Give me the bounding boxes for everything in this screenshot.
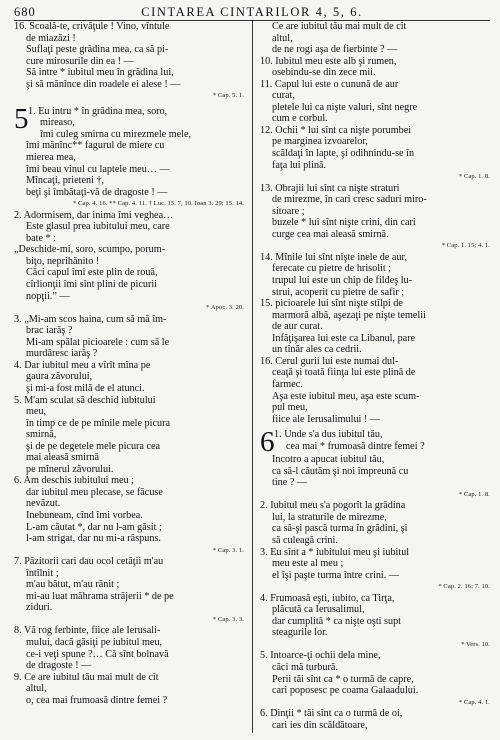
text-line: un tînăr ales ca cedrii.	[272, 344, 362, 356]
text-line: * Cap. 4. 16. ** Cap. 4. 11. † Luc. 15. 7, 10. Ioan 3. 29; 15. 14.	[73, 200, 245, 208]
text-line: cure mirosurile din ea ! —	[26, 55, 134, 67]
text-line: Este glasul prea iubitului meu, care	[26, 221, 170, 233]
text-line: Mîncaţi, prieteni †,	[26, 175, 105, 187]
text-line: fiice ale Ierusalimului ! —	[272, 413, 381, 425]
text-line: curge cea mai aleasă smirnă.	[272, 228, 389, 240]
text-line: altul,	[272, 32, 293, 44]
text-line: dar cumplită * ca nişte oşti supt	[272, 615, 402, 627]
text-line: 16. Cerul gurii lui este numai dul-	[260, 355, 399, 367]
text-line: 14. Mînile lui sînt nişte inele de aur,	[260, 251, 408, 263]
text-line: de mirezme, în cari cresc saduri miro-	[272, 194, 427, 206]
text-line: nevăzut.	[26, 498, 61, 510]
text-line: 7. Păzitorii cari dau ocol cetăţii m'au	[14, 556, 164, 568]
text-line: îmi beau vinul cu laptele meu… —	[26, 163, 170, 175]
text-line: îmi mănînc** fagurul de miere cu	[26, 140, 165, 152]
text-line: Ce are iubitul tău mai mult de cît	[272, 21, 407, 32]
text-line: în timp ce de pe mînile mele picura	[26, 417, 170, 429]
text-line: farmec.	[272, 378, 303, 390]
text-line: scăldaţi în lapte, şi odihnindu-se în	[272, 148, 415, 160]
text-line: buzele * lui sînt nişte crini, din cari	[272, 217, 416, 229]
text-line: * Cap. 3. 3.	[212, 615, 245, 623]
text-line: murdăresc iarăş ?	[26, 348, 98, 360]
text-line: * Cap. 1. 8.	[458, 490, 491, 498]
page-header	[14, 4, 490, 21]
text-line: nopţii.” —	[26, 290, 70, 302]
text-line: * Cap. 4. 1.	[458, 698, 491, 706]
right-block-2	[260, 454, 490, 731]
text-line: 15. picioarele lui sînt nişte stîlpi de	[260, 298, 403, 310]
text-line: ca să-şi pască turma în grădini, şi	[272, 523, 408, 535]
column-divider	[252, 21, 253, 733]
text-line: 3. Eu sînt a * iubitului meu şi iubitul	[260, 546, 410, 558]
chapter-6-heading	[260, 426, 490, 459]
text-line: pe mînerul zăvorului.	[26, 463, 114, 475]
text-line: m'au bătut, m'au rănit ;	[26, 579, 120, 591]
text-line: cari poposesc pe coama Galaadului.	[272, 685, 419, 697]
text-line: 5. M'am sculat să deschid iubitului	[14, 394, 156, 406]
text-line: meu,	[26, 406, 47, 418]
text-line: ziduri.	[26, 602, 53, 614]
text-line: întîlnit ;	[26, 567, 59, 579]
left-column	[14, 21, 248, 733]
right-block-1	[260, 21, 490, 425]
text-line: * Cap. 2. 16; 7. 10.	[438, 583, 491, 591]
text-line: sitoare ;	[272, 205, 305, 217]
text-line: cîrlionţii îmi sînt plini de picurii	[26, 279, 158, 291]
text-line: Mi-am spălat picioarele : cum să le	[26, 336, 170, 348]
text-line: trupul lui este un chip de fildeş lu-	[272, 275, 413, 287]
text-line: bate * :	[26, 232, 56, 244]
text-line: * Cap. 5. 1.	[212, 92, 245, 100]
chapter-number: 6	[260, 426, 275, 459]
text-line: ce-i veţi spune ?… Că sînt bolnavă	[26, 648, 169, 660]
text-line: să culeagă crini.	[272, 534, 338, 546]
text-line: Infăţişarea lui este ca Libanul, pare	[272, 332, 416, 344]
text-line: altul,	[26, 683, 47, 695]
text-line: l-am strigat, dar nu mi-a răspuns.	[26, 533, 161, 545]
text-line: * Cap. 1. 15; 4. 1.	[441, 242, 491, 250]
text-line: Perii tăi sînt ca * o turmă de capre,	[272, 673, 414, 685]
text-line: strui, acoperit cu pietre de safir ;	[272, 286, 405, 298]
chapter-5-heading	[14, 102, 244, 141]
text-line: biţo, neprihănito !	[26, 255, 100, 267]
text-line: şi să mănînce din roadele ei alese ! —	[26, 78, 181, 90]
text-line: pletele lui ca nişte valuri, sînt negre	[272, 101, 418, 113]
text-line: 10. Iubitul meu este alb şi rumen,	[260, 55, 397, 67]
text-line: de ne rogi aşa de fierbinte ? —	[272, 44, 398, 56]
text-line: curat,	[272, 90, 295, 102]
text-line: mierea mea,	[26, 152, 76, 164]
chapter-5-opening	[28, 106, 244, 141]
text-line: ca să-l căutăm şi noi împreună cu	[272, 465, 409, 477]
left-block-1	[14, 21, 244, 102]
text-line: mireaso,	[40, 117, 75, 129]
text-line: mi-au luat măhrama străjerii * de pe	[26, 590, 174, 602]
text-line: ceaţă şi toată fiinţa lui este plină de	[272, 367, 416, 379]
text-line: 2. Iubitul meu s'a pogorît la grădina	[260, 500, 406, 512]
text-line: gaura zăvorului,	[26, 371, 93, 383]
text-line: ferecate cu pietre de hrisolit ;	[272, 263, 392, 275]
text-line: 12. Ochii * lui sînt ca nişte porumbei	[260, 124, 412, 136]
text-line: osebindu-se din zece mii.	[272, 67, 376, 79]
left-block-2	[14, 140, 244, 706]
text-line: Incotro a apucat iubitul tău,	[272, 454, 385, 466]
text-line: de miazăzi !	[26, 32, 76, 44]
text-line: şi de pe degetele mele picura cea	[26, 440, 161, 452]
text-line: Suflaţi peste grădina mea, ca să pi-	[26, 44, 169, 56]
text-line: cum e corbul.	[272, 113, 328, 125]
text-line: steagurile lor.	[272, 627, 328, 639]
text-line: 5. Intoarce-ţi ochii dela mine,	[260, 650, 381, 662]
text-line: cari ies din scăldătoare,	[272, 719, 368, 731]
text-line: 6. Dinţii * tăi sînt ca o turmă de oi,	[260, 708, 403, 720]
text-line: tine ? —	[272, 477, 308, 489]
text-line: 16. Scoală-te, crivăţule ! Vino, vîntule	[14, 21, 170, 32]
running-title: CINTAREA CINTARILOR 4, 5, 6.	[141, 5, 363, 19]
text-line: şi mi-a fost milă de el atunci.	[26, 382, 145, 394]
page-number: 680	[14, 5, 36, 19]
text-line: de dragoste ! —	[26, 660, 92, 672]
text-line: Să intre * iubitul meu în grădina lui,	[26, 67, 174, 79]
text-line: * Cap. 3. 1.	[212, 546, 245, 554]
text-line: Inebuneam, cînd îmi vorbea.	[26, 509, 143, 521]
text-columns	[14, 21, 490, 733]
text-line: beţi şi îmbătaţi-vă de dragoste ! —	[26, 186, 168, 198]
right-column	[257, 21, 490, 733]
text-line: el îşi paşte turma între crini. —	[272, 569, 400, 581]
text-line: mai aleasă smirnă	[26, 452, 99, 464]
text-line: 1. Unde s'a dus iubitul tău,	[274, 429, 383, 441]
text-line: 8. Vă rog ferbinte, fiice ale Ierusali-	[14, 625, 161, 637]
text-line: lui, la straturile de mirezme,	[272, 511, 387, 523]
text-line: pe marginea izvoarelor,	[272, 136, 368, 148]
text-line: 3. „Mi-am scos haina, cum să mă îm-	[14, 313, 167, 325]
text-line: mului, dacă găsiţi pe iubitul meu,	[26, 636, 163, 648]
text-line: L-am căutat *, dar nu l-am găsit ;	[26, 521, 162, 533]
text-line: Aşa este iubitul meu, aşa este scum-	[272, 390, 420, 402]
text-line: smirnă,	[26, 429, 57, 441]
text-line: „Deschide-mi, soro, scumpo, porum-	[14, 244, 166, 256]
text-line: plăcută ca Ierusalimul,	[272, 604, 365, 616]
text-line: pul meu,	[272, 402, 308, 414]
text-line: 4. Frumoasă eşti, iubito, ca Tirţa,	[260, 592, 395, 604]
text-line: 9. Ce are iubitul tău mai mult de cît	[14, 671, 159, 683]
text-line: * Apoc. 3. 20.	[206, 304, 245, 312]
text-line: marmoră albă, aşezaţi pe nişte temelii	[272, 309, 426, 321]
text-line: 2. Adormisem, dar inima îmi veghea…	[14, 209, 174, 221]
text-line: cea mai * frumoasă dintre femei ?	[286, 440, 425, 452]
text-line: 4. Dar iubitul meu a vîrît mîna pe	[14, 359, 151, 371]
text-line: dar iubitul meu plecase, se făcuse	[26, 486, 163, 498]
text-line: o, cea mai frumoasă dintre femei ?	[26, 694, 168, 706]
text-line: Căci capul îmi este plin de rouă,	[26, 267, 158, 279]
chapter-number: 5	[14, 102, 29, 135]
text-line: * Cap. 1. 8.	[458, 173, 491, 181]
text-line: brac iarăş ?	[26, 325, 73, 337]
text-line: faţa lui plină.	[272, 159, 327, 171]
text-line: 11. Capul lui este o cunună de aur	[260, 78, 399, 90]
chapter-6-opening	[274, 429, 490, 452]
text-line: * Vers. 10.	[461, 640, 491, 648]
text-line: căci mă turbură.	[272, 661, 338, 673]
text-line: îmi culeg smirna cu mirezmele mele,	[40, 128, 192, 140]
text-line: 6. Am deschis iubitului meu ;	[14, 475, 134, 487]
text-line: meu este al meu ;	[272, 558, 344, 570]
text-line: 13. Obrajii lui sînt ca nişte straturi	[260, 182, 400, 194]
text-line: de aur curat.	[272, 321, 323, 333]
text-line: 1. Eu intru * în grădina mea, soro,	[28, 105, 168, 117]
